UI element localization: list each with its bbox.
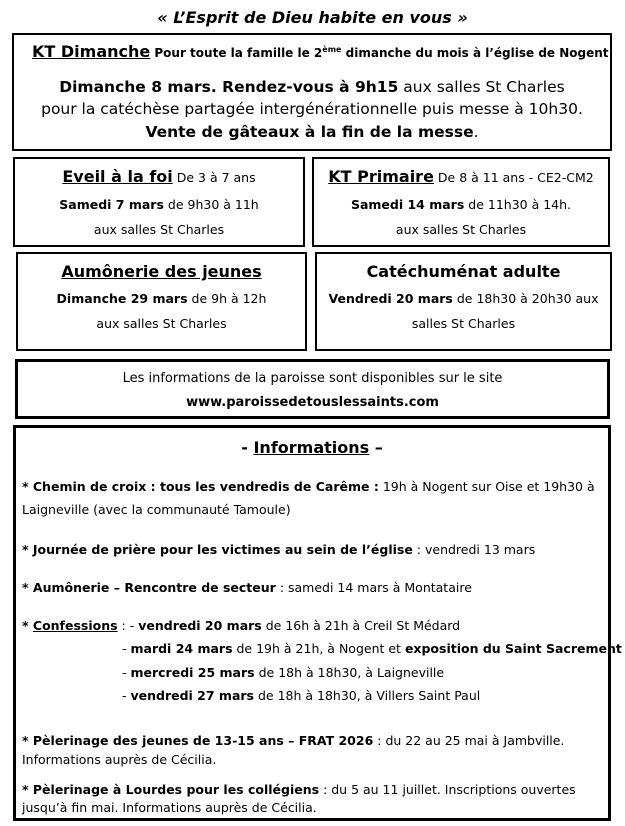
parish-website-box (15, 359, 610, 419)
kt-dimanche-desc: Pour toute la famille le 2ème dimanche du mois à l’église de Nogent (154, 45, 609, 60)
confessions-line2: - mardi 24 mars de 19h à 21h, à Nogent et exposition du Saint Sacrement (122, 641, 622, 656)
informations-box (13, 425, 622, 821)
chemin-de-croix-line2: Laigneville (avec la communauté Tamoule) (22, 502, 291, 517)
frat-line2: Informations auprès de Cécilia. (22, 752, 217, 767)
aumonerie-date: Dimanche 29 mars de 9h à 12h (56, 291, 267, 306)
kt-primaire-place: aux salles St Charles (395, 222, 527, 237)
lourdes-line1: * Pèlerinage à Lourdes pour les collégiens : du 5 au 11 juillet. Inscriptions ouvertes (22, 782, 576, 797)
eveil-header: Eveil à la foi De 3 à 7 ans (62, 167, 256, 186)
confessions-line1: * Confessions : - vendredi 20 mars de 16h à 21h à Creil St Médard (22, 618, 461, 633)
kt-dimanche-title: KT Dimanche (32, 42, 151, 61)
catechumenat-header: Catéchuménat adulte (366, 262, 561, 281)
kt-primaire-date: Samedi 14 mars de 11h30 à 14h. (350, 197, 572, 212)
kt-dimanche-cake-sale: Vente de gâteaux à la fin de la messe. (145, 123, 479, 141)
page-title: « L’Esprit de Dieu habite en vous » (157, 8, 468, 27)
website-link[interactable]: www.paroissedetouslessaints.com (186, 395, 439, 410)
aumonerie-place: aux salles St Charles (96, 316, 227, 331)
eveil-date: Samedi 7 mars de 9h30 à 11h (59, 197, 259, 212)
frat-line1: * Pèlerinage des jeunes de 13-15 ans – FRAT 2026 : du 22 au 25 mai à Jambville. (22, 733, 565, 748)
aumonerie-box (16, 252, 307, 351)
kt-primaire-header: KT Primaire De 8 à 11 ans - CE2-CM2 (328, 167, 594, 186)
kt-dimanche-header (32, 42, 609, 61)
confessions-line3: - mercredi 25 mars de 18h à 18h30, à Laigneville (122, 665, 445, 680)
aumonerie-rencontre: * Aumônerie – Rencontre de secteur : samedi 14 mars à Montataire (22, 580, 472, 595)
journee-priere: * Journée de prière pour les victimes au sein de l’église : vendredi 13 mars (22, 542, 536, 557)
kt-dimanche-date: Dimanche 8 mars. Rendez-vous à 9h15 aux salles St Charles (59, 78, 565, 96)
catechumenat-place: salles St Charles (411, 316, 516, 331)
confessions-line4: - vendredi 27 mars de 18h à 18h30, à Villers Saint Paul (122, 688, 481, 703)
catechumenat-date: Vendredi 20 mars de 18h30 à 20h30 aux (328, 291, 599, 306)
aumonerie-header: Aumônerie des jeunes (61, 262, 262, 281)
eveil-place: aux salles St Charles (93, 222, 225, 237)
lourdes-line2: jusqu’à fin mai. Informations auprès de Cécilia. (22, 800, 317, 815)
kt-dimanche-purpose: pour la catéchèse partagée intergénérationnelle puis messe à 10h30. (41, 100, 583, 118)
eveil-box (13, 157, 305, 247)
kt-primaire-box (312, 157, 610, 247)
chemin-de-croix-line1: * Chemin de croix : tous les vendredis de Carême : 19h à Nogent sur Oise et 19h30 à (22, 479, 595, 494)
kt-dimanche-box (12, 33, 612, 151)
informations-heading: - Informations – (241, 438, 383, 457)
catechumenat-box (315, 252, 612, 351)
website-intro: Les informations de la paroisse sont disponibles sur le site (122, 371, 503, 386)
